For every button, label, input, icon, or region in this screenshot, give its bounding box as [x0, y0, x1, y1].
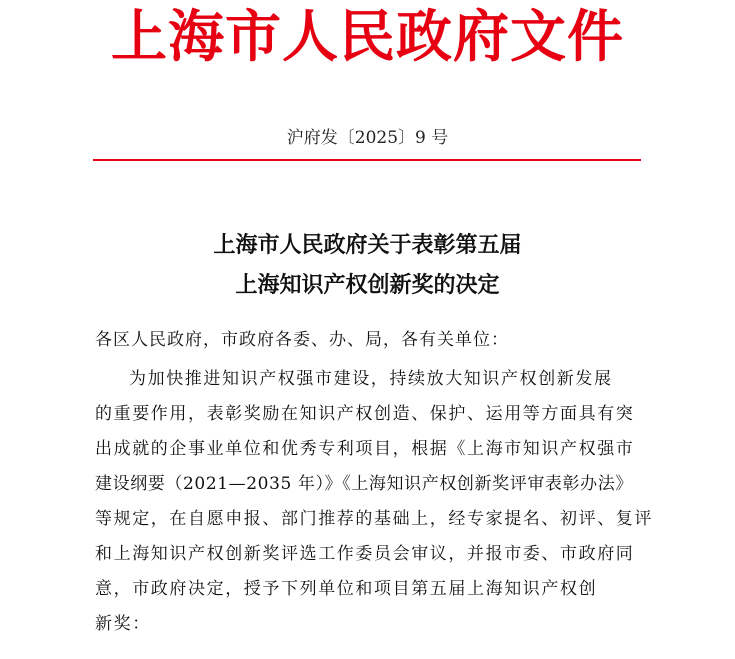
body-line-5: 等规定，在自愿申报、部门推荐的基础上，经专家提名、初评、复评 — [95, 509, 653, 529]
body-line-7: 意，市政府决定，授予下列单位和项目第五届上海知识产权创 — [95, 579, 598, 599]
red-divider-line — [93, 159, 641, 161]
body-line-4: 建设纲要（2021—2035 年）》《上海知识产权创新奖评审表彰办法》 — [95, 474, 633, 494]
body-line-1: 为加快推进知识产权强市建设，持续放大知识产权创新发展 — [129, 369, 613, 389]
salutation: 各区人民政府，市政府各委、办、局，各有关单位： — [95, 330, 509, 350]
body-line-3: 出成就的企事业单位和优秀专利项目，根据《上海市知识产权强市 — [95, 439, 635, 459]
body-line-6: 和上海知识产权创新奖评选工作委员会审议，并报市委、市政府同 — [95, 544, 635, 564]
document-title-line-2: 上海知识产权创新奖的决定 — [235, 272, 500, 298]
body-line-8: 新奖： — [95, 614, 151, 634]
document-title-line-1: 上海市人民政府关于表彰第五届 — [213, 232, 522, 258]
issuer-masthead: 上海市人民政府文件 — [111, 4, 624, 70]
body-line-2: 的重要作用，表彰奖励在知识产权创造、保护、运用等方面具有突 — [95, 404, 635, 424]
document-number: 沪府发〔2025〕9 号 — [286, 128, 449, 148]
